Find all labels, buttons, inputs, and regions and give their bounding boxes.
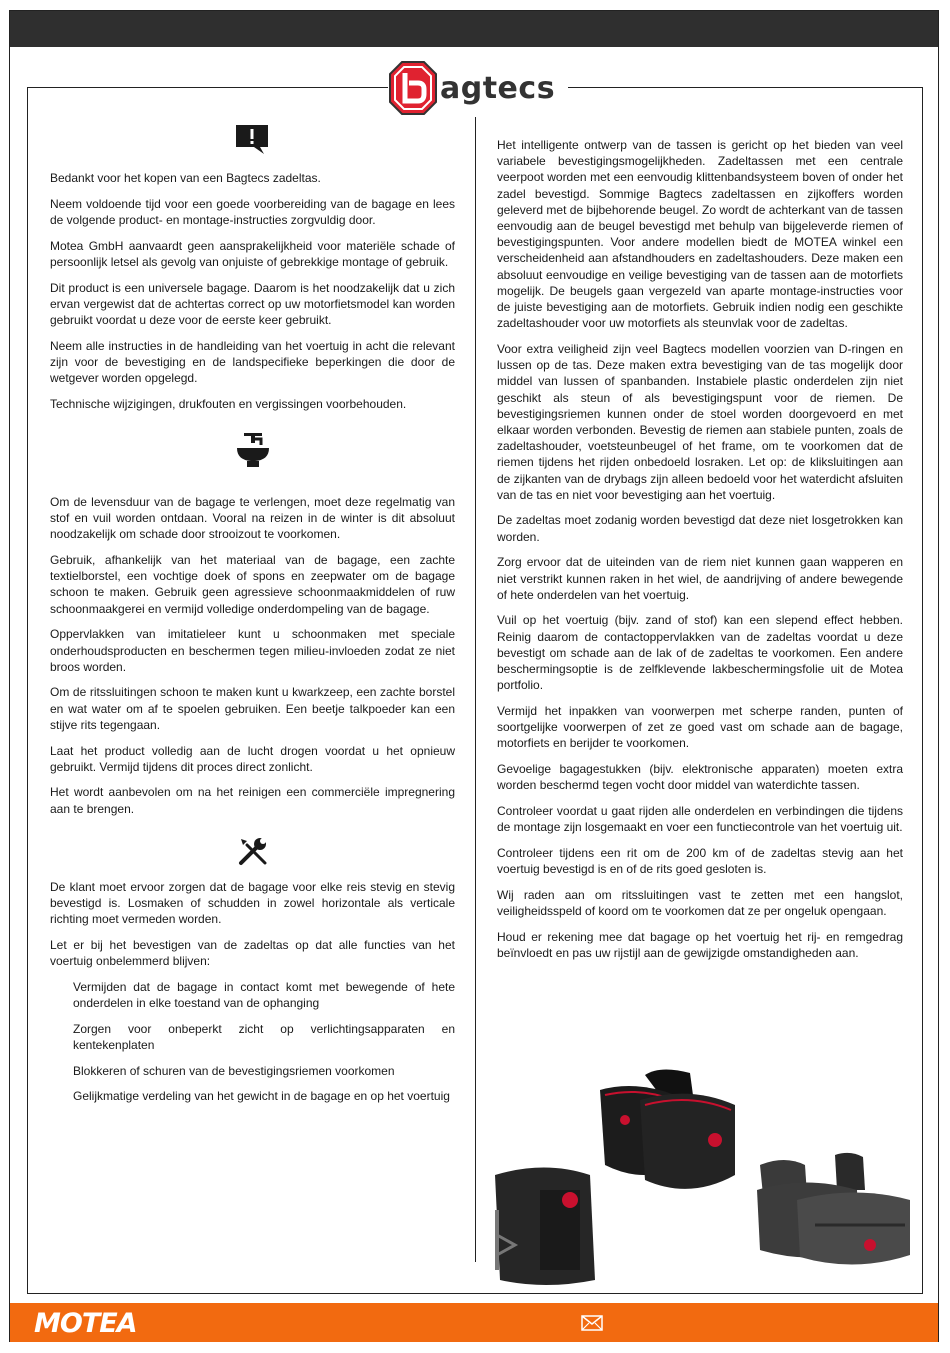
list-item: Vermijden dat de bagage in contact komt met bewegende of hete onderdelen in elke toestand van de ophanging	[73, 979, 455, 1011]
body-paragraph: Houd er rekening mee dat bagage op het voertuig het rij- en remgedrag beïnvloedt en pas uw rijstijl aan de gewijzigde omstandigheden aan.	[497, 929, 903, 960]
drybag-left	[495, 1168, 595, 1286]
list-item: Zorgen voor onbeperkt zicht op verlichtingsapparaten en kentekenplaten	[73, 1021, 455, 1053]
saddlebag-pair-right	[757, 1153, 910, 1265]
bagtecs-b-icon	[388, 60, 438, 116]
body-paragraph: Vermijd het inpakken van voorwerpen met scherpe randen, punten of soortgelijke voorwerpen of zet ze goed vast om schade aan de bagage, motorfiets en berijder te voorkomen.	[497, 704, 903, 751]
wrench-screwdriver-icon	[237, 835, 269, 867]
care-paragraph: Oppervlakken van imitatieleer kunt u schoonmaken met speciale onderhoudsproducten en beschermen tegen milieu-invloeden zodat ze niet broos worden.	[50, 627, 455, 674]
list-item: Blokkeren of schuren van de bevestigingsriemen voorkomen	[73, 1063, 395, 1078]
care-paragraph: Laat het product volledig aan de lucht drogen voordat u het opnieuw gebruikt. Vermijd tijdens dit proces direct zonlicht.	[50, 743, 455, 774]
body-paragraph: De zadeltas moet zodanig worden bevestigd dat deze niet losgetrokken kan worden.	[497, 513, 903, 544]
envelope-icon[interactable]	[581, 1315, 603, 1331]
intro-paragraph: Neem voldoende tijd voor een goede voorbereiding van de bagage en lees de volgende product- en montage-instructies zorgvuldig door.	[50, 196, 455, 227]
top-bar	[10, 11, 938, 47]
speech-bubble-exclamation-icon	[234, 123, 270, 155]
saddlebags-product-image	[485, 1065, 915, 1293]
list-item: Gelijkmatige verdeling van het gewicht in de bagage en op het voertuig	[73, 1089, 450, 1104]
sink-faucet-icon	[233, 430, 273, 470]
bagtecs-logo	[388, 58, 568, 118]
body-paragraph: Voor extra veiligheid zijn veel Bagtecs modellen voorzien van D-ringen en lussen op de tas. Deze maken extra bevestiging van de tas mogelijk door middel van lussen of spanbanden. Instabiele plastic onderdelen zijn niet geschikt als steun of als bevestigingspunt voor de riemen. De bevestigingsriemen kunnen onder de stoel worden doorgevoerd en met elkaar worden verbonden. Bevestig de riemen aan stabiele punten, zoals de zadeltashouder, voetsteunbeugel of het frame, om te voorkomen dat de riemen tijdens het rijden onbedoeld losraken. Let op: de kliksluitingen aan de zijkanten van de drybags zijn alleen bedoeld voor het waterdicht afsluiten van de tas en niet voor bevestiging aan het voertuig.	[497, 341, 903, 502]
intro-paragraph: Motea GmbH aanvaardt geen aansprakelijkheid voor materiële schade of persoonlijk letsel als gevolg van onjuiste of gebrekkige montage of gebruik.	[50, 238, 455, 269]
body-paragraph: Controleer tijdens een rit om de 200 km of de zadeltas stevig aan het voertuig bevestigd is en of de rits goed gesloten is.	[497, 845, 903, 877]
mounting-paragraph: Let er bij het bevestigen van de zadeltas op dat alle functies van het voertuig onbelemmerd blijven:	[50, 938, 455, 969]
body-paragraph: Gevoelige bagagestukken (bijv. elektronische apparaten) moeten extra worden beschermd tegen vocht door middel van waterdichte tassen.	[497, 762, 903, 793]
intro-paragraph: Dit product is een universele bagage. Daarom is het noodzakelijk dat u zich ervan vergewist dat de achtertas correct op uw motorfietsmodel kan worden gebruikt voordat u deze voor de eerste keer gebruikt.	[50, 280, 455, 327]
left-column	[50, 170, 455, 1114]
intro-paragraph: Bedankt voor het kopen van een Bagtecs zadeltas.	[50, 171, 321, 185]
care-paragraph: Het wordt aanbevolen om na het reinigen een commerciële impregnering aan te brengen.	[50, 785, 455, 816]
body-paragraph: Controleer voordat u gaat rijden alle onderdelen en verbindingen die tijdens de montage zijn losgemaakt en voer een functiecontrole van het voertuig uit.	[497, 804, 903, 835]
right-column	[497, 137, 903, 971]
motea-logo: MOTEA	[34, 1308, 137, 1339]
care-paragraph: Om de ritssluitingen schoon te maken kunt u kwarkzeep, een zachte borstel en wat water om af te spoelen gebruiken. Een beetje talkpoeder kan een stijve rits tegengaan.	[50, 685, 455, 732]
column-divider	[475, 117, 476, 1262]
body-paragraph: Vuil op het voertuig (bijv. zand of stof) kan een slepend effect hebben. Reinig daarom de contactoppervlakken van de zadeltas voordat u deze bevestigt om schade aan de lak of de zadeltas te voorkomen. Een andere beschermingsoptie is de zelfklevende lakbeschermingsfolie uit de Motea portfolio.	[497, 613, 903, 693]
footer-bar	[10, 1303, 938, 1342]
care-paragraph: Gebruik, afhankelijk van het materiaal van de bagage, een zachte textielborstel, een vochtige doek of spons en zeepwater om de bagage schoon te maken. Gebruik geen agressieve schoonmaakmiddelen of ruw schoonmaakgerei en vermijd volledige onderdompeling van de bagage.	[50, 553, 455, 616]
body-paragraph: Het intelligente ontwerp van de tassen is gericht op het bieden van veel variabele bevestigingsmogelijkheden. Zadeltassen met een centrale veerpoot worden met een eenvoudig klittenbandsysteem boven of onder het zadel bevestigd. Sommige Bagtecs zadeltassen en zijkoffers worden geleverd met de bijbehorende beugel. Zo wordt de achterkant van de tassen eenvoudig aan de beugel bevestigd met behulp van bijgeleverde riemen of bevestigingspunten. Voor andere modellen biedt de MOTEA winkel een verscheidenheid aan afstandhouders en zadeltashouders. Deze maken een absoluut eenvoudige en veilige bevestiging van de tassen aan de motorfiets mogelijk. De beugels gaan vergezeld van aparte montage-instructies voor de juiste bevestiging aan de motorfiets. Gebruik indien nodig een geschikte zadeltashouder voor uw motorfiets als steunvlak voor de zadeltas.	[497, 138, 903, 331]
mounting-paragraph: De klant moet ervoor zorgen dat de bagage voor elke reis stevig en stevig bevestigd is. Losmaken of schudden in zowel horizontale als verticale richting moet vermeden worden.	[50, 879, 455, 927]
care-paragraph: Om de levensduur van de bagage te verlengen, moet deze regelmatig van stof en vuil worden ontdaan. Vooral na reizen in de winter is dit absoluut noodzakelijk om schade door strooizout te voorkomen.	[50, 494, 455, 542]
mounting-list	[50, 979, 455, 1105]
intro-paragraph: Neem alle instructies in de handleiding van het voertuig in acht die relevant zijn voor de bevestiging en de landspecifieke beperkingen die door de wetgever worden opgelegd.	[50, 338, 455, 386]
logo-wordmark: agtecs	[440, 70, 556, 106]
saddlebag-pair-center	[600, 1069, 735, 1188]
body-paragraph: Zorg ervoor dat de uiteinden van de riem niet kunnen gaan wapperen en niet verstrikt kunnen raken in het wiel, de aandrijving of andere bewegende of hete onderdelen van het voertuig.	[497, 555, 903, 602]
body-paragraph: Wij raden aan om ritssluitingen vast te zetten met een hangslot, veiligheidsspeld of koord om te voorkomen dat ze per ongeluk opengaan.	[497, 887, 903, 919]
intro-paragraph: Technische wijzigingen, drukfouten en vergissingen voorbehouden.	[50, 396, 407, 411]
